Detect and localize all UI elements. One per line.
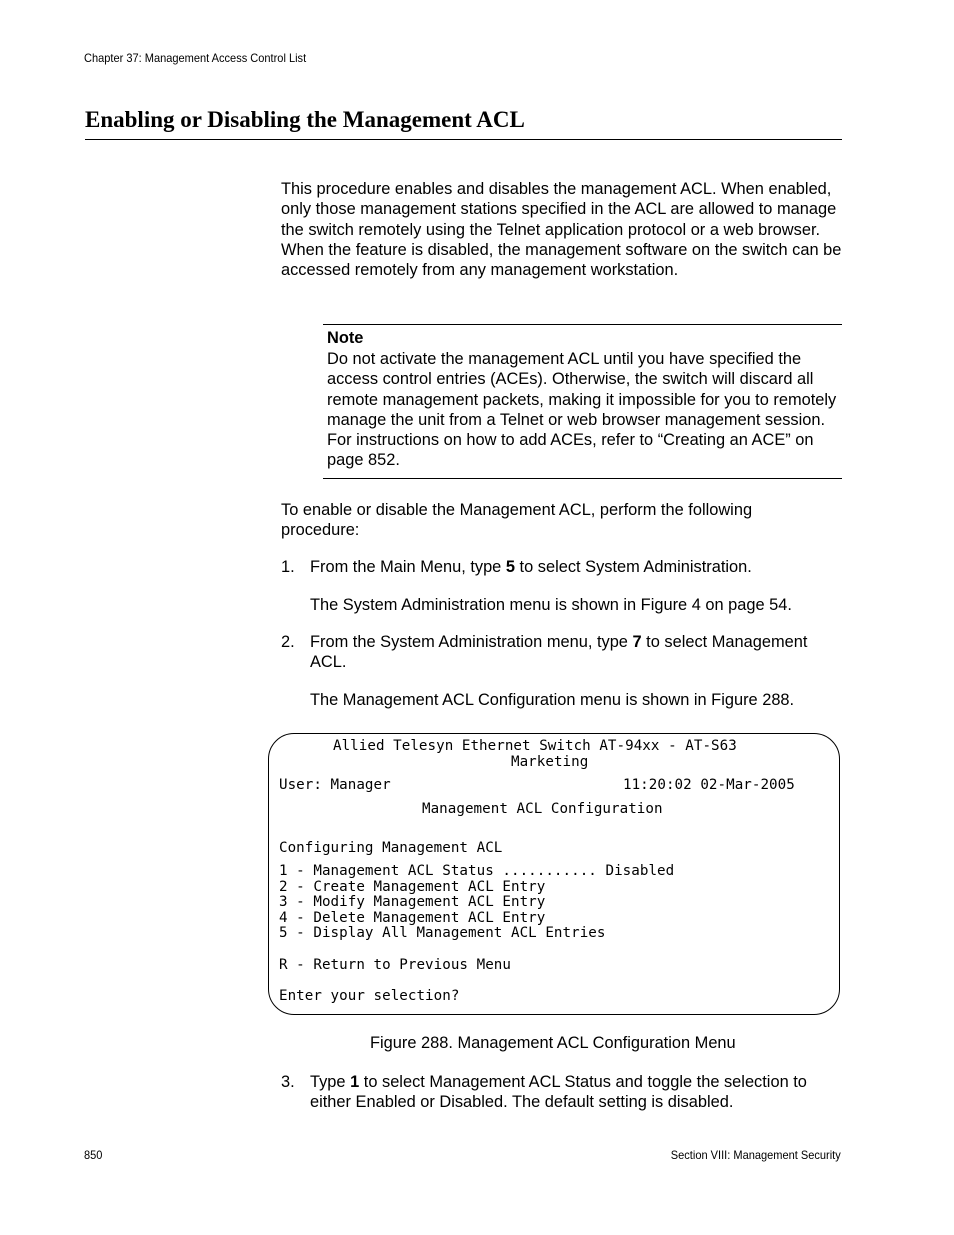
page-title: Enabling or Disabling the Management ACL	[85, 107, 525, 132]
step-number: 3.	[281, 1073, 295, 1091]
figure-caption: Figure 288. Management ACL Configuration Menu	[370, 1034, 736, 1052]
section-footer: Section VIII: Management Security	[671, 1148, 841, 1162]
page-number: 850	[84, 1148, 103, 1162]
step-text-pre: Type	[310, 1073, 351, 1091]
step-key: 1	[350, 1073, 360, 1091]
terminal-option: 5 - Display All Management ACL Entries	[279, 925, 606, 941]
step-result: The System Administration menu is shown in Figure 4 on page 54.	[310, 596, 792, 614]
procedure-intro: To enable or disable the Management ACL, perform the following procedure:	[281, 501, 753, 540]
note-top-rule	[323, 324, 842, 325]
intro-paragraph: This procedure enables and disables the management ACL. When enabled, only those management stations specified in the ACL are allowed to manage the switch remotely using the Telnet application protocol or a web browser. When the feature is disabled, the management software on the switch can be accessed remotely from any management workstation.	[281, 180, 842, 280]
running-header: Chapter 37: Management Access Control List	[84, 51, 307, 65]
step-key: 7	[632, 633, 642, 651]
terminal-location: Marketing	[511, 754, 589, 770]
terminal-datetime: 11:20:02 02-Mar-2005	[623, 777, 795, 793]
step-text	[310, 557, 840, 577]
step-text	[310, 632, 840, 673]
terminal-option: 1 - Management ACL Status ........... Disabled	[279, 863, 675, 879]
step-result: The Management ACL Configuration menu is shown in Figure 288.	[310, 691, 795, 709]
terminal-option: 2 - Create Management ACL Entry	[279, 879, 546, 895]
note-bottom-rule	[323, 478, 842, 479]
terminal-banner: Allied Telesyn Ethernet Switch AT-94xx - AT-S63	[333, 738, 737, 754]
step-text-post: to select System Administration.	[514, 558, 752, 576]
step-text-post: to select Management ACL.	[310, 633, 808, 672]
terminal-menu-title: Management ACL Configuration	[422, 801, 663, 817]
step-text-post: to select Management ACL Status and toggle the selection to either Enabled or Disabled. The default setting is disabled.	[310, 1073, 807, 1112]
terminal-option: 3 - Modify Management ACL Entry	[279, 894, 546, 910]
step-text-pre: From the Main Menu, type	[310, 558, 506, 576]
note-body: Do not activate the management ACL until you have specified the access control entries (ACEs). Otherwise, the switch will discard all remote management packets, making it impossible for you to remotely manage the unit from a Telnet or web browser management session. For instructions on how to add ACEs, refer to “Creating an ACE” on page 852.	[327, 350, 837, 470]
title-rule	[85, 139, 842, 140]
terminal-user: User: Manager	[279, 777, 391, 793]
note-heading: Note	[327, 329, 364, 347]
terminal-section: Configuring Management ACL	[279, 840, 503, 856]
step-number: 1.	[281, 558, 295, 576]
terminal-return-option: R - Return to Previous Menu	[279, 957, 511, 973]
step-key: 5	[505, 558, 515, 576]
step-text-pre: From the System Administration menu, type	[310, 633, 633, 651]
terminal-option: 4 - Delete Management ACL Entry	[279, 910, 546, 926]
terminal-prompt: Enter your selection?	[279, 988, 460, 1004]
step-number: 2.	[281, 633, 295, 651]
step-text	[310, 1072, 840, 1113]
